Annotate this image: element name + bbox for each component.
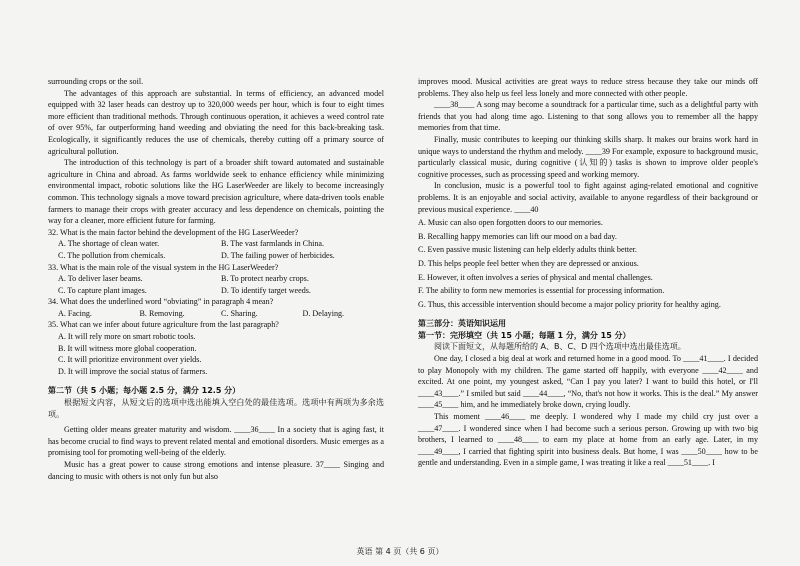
option: A. The shortage of clean water.	[58, 239, 160, 249]
paragraph: This moment ____46____ me deeply. I wondered why I made my child cry just over a ____47____. I wondered since when I had become such a serious person. Growing up with two big brothers, I learned to ____48____ to earn my place at home from an early age. Later, in my ____49____, I carried that fighting spirit into business deals. But home, I was ____50____ how to be gentle and understanding. Even in a simple game, I was treating it like a real ____51____. I	[418, 412, 758, 468]
paragraph: In conclusion, music is a powerful tool to fight against aging-related emotional and cognitive problems. It is an enjoyable and social activity, available to anyone regardless of their background or previous musical experience. ____40	[418, 181, 758, 214]
option: F. The ability to form new memories is essential for processing information.	[418, 286, 665, 296]
right-column	[418, 76, 758, 469]
section-instructions: 阅读下面短文，从每题所给的 A、B、C、D 四个选项中选出最佳选项。	[434, 342, 686, 352]
options-32	[48, 238, 384, 261]
option: B. Removing.	[139, 308, 185, 318]
option: D. To identify target weeds.	[221, 285, 311, 295]
question-34: 34. What does the underlined word “obviating” in paragraph 4 mean?	[48, 297, 274, 307]
option: A. To deliver laser beams.	[58, 274, 143, 284]
paragraph: Music has a great power to cause strong emotions and intense pleasure. 37____ Singing and dancing to music with others is not only fun but also	[48, 460, 384, 481]
option: D. This helps people feel better when they are depressed or anxious.	[418, 258, 639, 268]
option: C. The pollution from chemicals.	[58, 250, 166, 260]
section-title: 第二节（共 5 小题；每小题 2.5 分，满分 12.5 分）	[48, 386, 241, 396]
option: G. Thus, this accessible intervention should become a major policy priority for healthy aging.	[418, 299, 721, 309]
option: C. Sharing.	[221, 308, 258, 318]
section-title: 第一节：完形填空（共 15 小题；每题 1 分，满分 15 分）	[418, 330, 631, 340]
option: C. Even passive music listening can help elderly adults think better.	[418, 245, 637, 255]
option: D. The failing power of herbicides.	[221, 250, 335, 260]
option: C. It will prioritize environment over yields.	[58, 355, 202, 365]
option: B. The vast farmlands in China.	[221, 239, 325, 249]
paragraph: Finally, music contributes to keeping our thinking skills sharp. It makes our brains work hard in unique ways to understand the rhythm and melody. ____39 For example, exposure to background music, particularly classical music, during cognitive (认知的) tasks is shown to improve older people's cognitive processes, such as processing speed and working memory.	[418, 134, 758, 179]
options-34	[48, 308, 384, 320]
paragraph: One day, I closed a big deal at work and returned home in a good mood. To ____41____. I decided to play Monopoly with my children. The game started off happily, with everyone ____42____ and excited. At one point, my youngest asked, “Can I pay you later? I want to build this hotel, or I'll ____43____.” I smiled but said ____44____, “No, that's not how it works. This is the deal.” My answer ____45____ him, and he immediately broke down, crying loudly.	[418, 354, 758, 410]
option: B. Recalling happy memories can lift our mood on a bad day.	[418, 231, 617, 241]
paragraph: surrounding crops or the soil.	[48, 77, 144, 86]
page-footer: 英语 第 4 页（共 6 页）	[356, 547, 444, 556]
paragraph: improves mood. Musical activities are great ways to reduce stress because they take our minds off problems. They also help us feel less lonely and more connected with other people.	[418, 77, 758, 98]
option: C. To capture plant images.	[58, 285, 147, 295]
option: D. Delaying.	[302, 308, 345, 318]
question-35: 35. What can we infer about future agriculture from the last paragraph?	[48, 320, 279, 330]
option: A. Music can also open forgotten doors to our memories.	[418, 218, 603, 228]
part-title: 第三部分：英语知识运用	[418, 319, 506, 329]
option: A. Facing.	[58, 308, 92, 318]
question-33: 33. What is the main role of the visual system in the HG LaserWeeder?	[48, 262, 279, 272]
option: E. However, it often involves a series of physical and mental challenges.	[418, 272, 653, 282]
section-instructions: 根据短文内容，从短文后的选项中选出能填入空白处的最佳选项。选项中有两项为多余选项。	[48, 398, 384, 419]
options-33	[48, 273, 384, 296]
option: A. It will rely more on smart robotic tools.	[58, 332, 196, 342]
option: D. It will improve the social status of farmers.	[58, 366, 208, 376]
option: B. It will witness more global cooperation.	[58, 343, 197, 353]
paragraph: Getting older means greater maturity and wisdom. ____36____ In a society that is aging fast, it has become crucial to find ways to prevent related mental and emotional disorders. Music emerges as a promising tool for promoting well-being of the elderly.	[48, 425, 384, 458]
paragraph: ____38____ A song may become a soundtrack for a particular time, such as a delightful party with friends that you had along time ago. Listening to that song allows you to remember all the happy memories from that time.	[418, 100, 758, 133]
option: B. To protect nearby crops.	[221, 274, 309, 284]
paragraph: The advantages of this approach are substantial. In terms of efficiency, an advanced model equipped with 32 laser heads can destroy up to 320,000 weeds per hour, which is four to eight times more efficient than traditional methods. Through continuous operation, it achieves a weed control rate of over 95%, far outperforming hand weeding and obviating the need for this back-breaking task. Ecologically, it significantly reduces the use of chemicals, thereby cutting off a primary source of agricultural pollution.	[48, 88, 384, 156]
question-32: 32. What is the main factor behind the development of the HG LaserWeeder?	[48, 227, 299, 237]
paragraph: The introduction of this technology is part of a broader shift toward automated and sustainable agriculture in China and abroad. As farms worldwide seek to enhance efficiency while minimizing environmental impact, robotic solutions like the HG LaserWeeder are likely to become increasingly common. This technology signals a move toward precision agriculture, where data-driven tools enable farmers to manage their crops with greater accuracy and less dependence on chemicals, pointing the way for a cleaner, more efficient future for farming.	[48, 158, 384, 226]
left-column	[48, 76, 384, 482]
